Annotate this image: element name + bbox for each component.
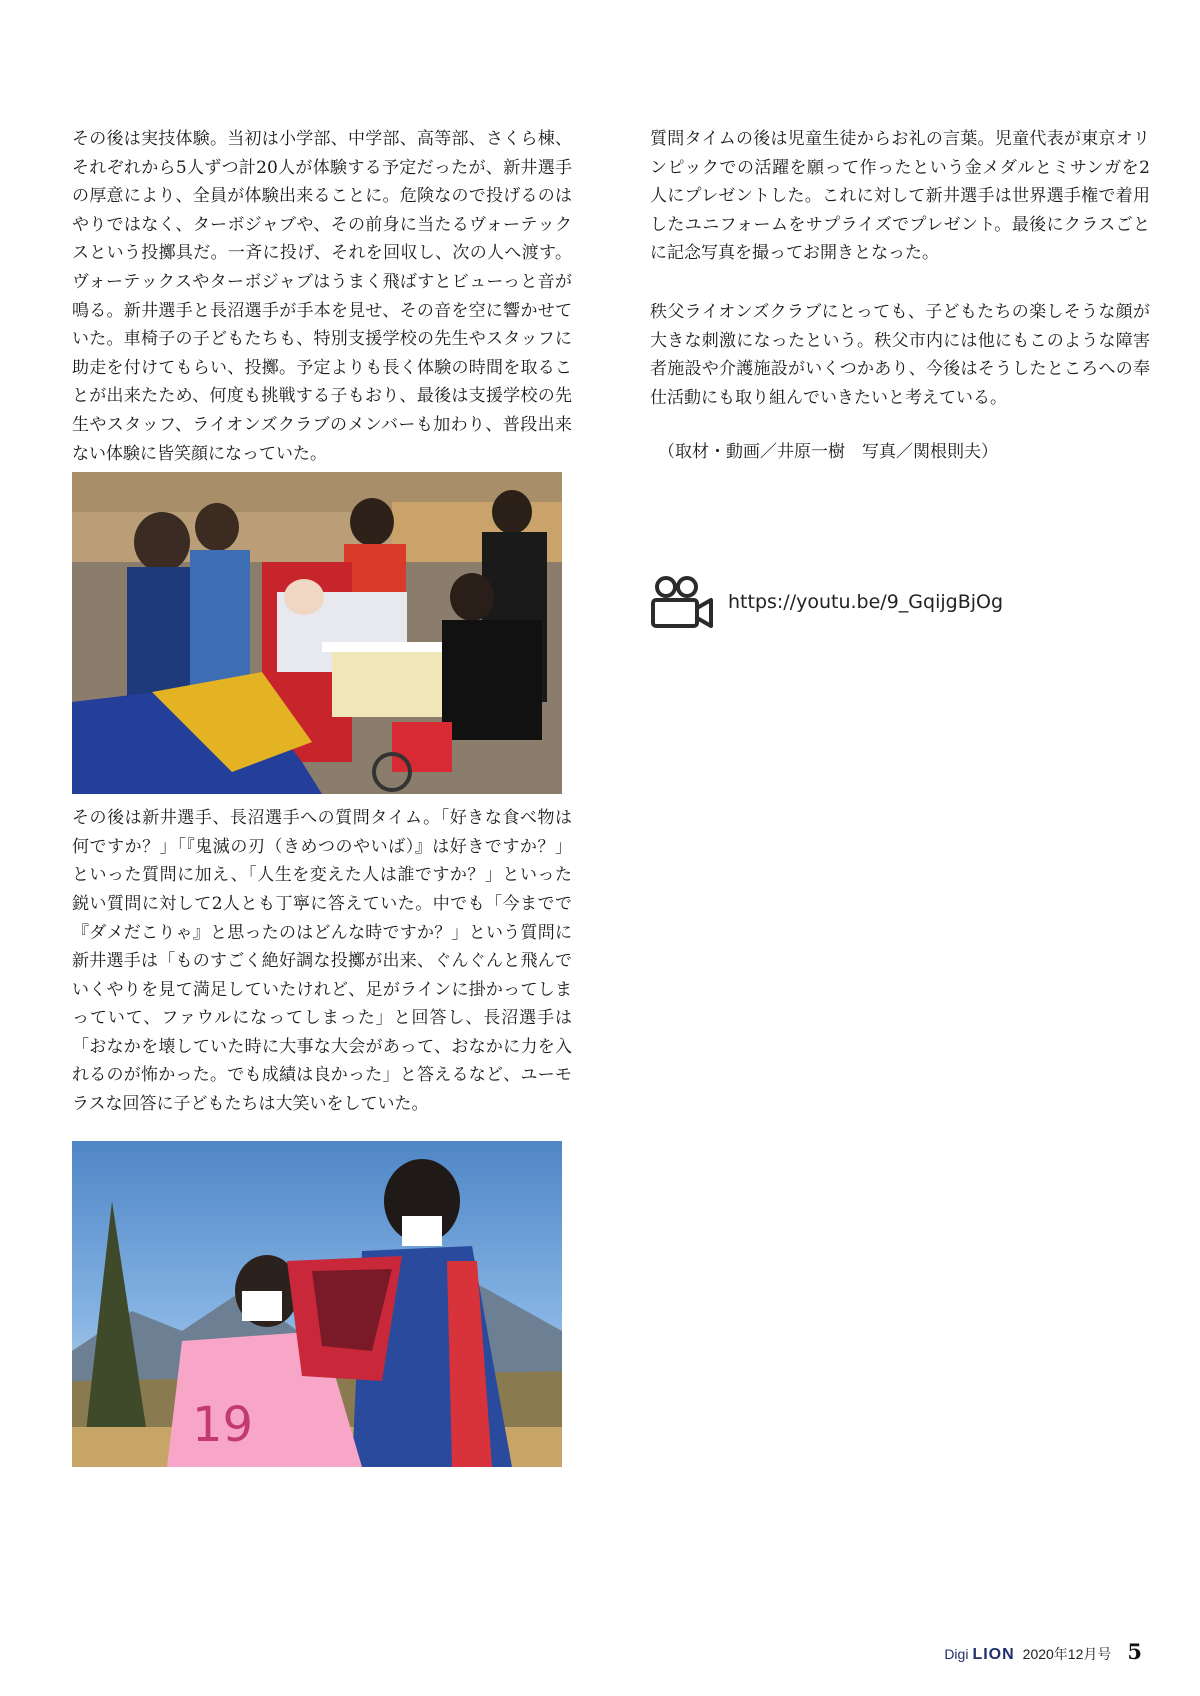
article-paragraph: 質問タイムの後は児童生徒からお礼の言葉。児童代表が東京オリンピックでの活躍を願って作ったという金メダルとミサンガを2人にプレゼントした。これに対して新井選手は世界選手権で着用したユニフォームをサプライズでプレゼント。最後にクラスごとに記念写真を撮ってお開きとなった。 (650, 129, 1150, 264)
svg-text:19: 19 (192, 1396, 254, 1453)
right-column (650, 125, 1150, 466)
article-paragraph: その後は新井選手、長沼選手への質問タイム。「好きな食べ物は何ですか？」「『鬼滅の刃（きめつのやいば）』は好きですか？」といった質問に加え、「人生を変えた人は誰ですか？」といった鋭い質問に対して2人とも丁寧に答えていた。中でも「今までで『ダメだこりゃ』と思ったのはどんな時ですか？」という質問に新井選手は「ものすごく絶好調な投擲が出来、ぐんぐんと飛んでいくやりを見て満足していたけれど、足がラインに掛かってしまっていて、ファウルになってしまった」と回答し、長沼選手は「おなかを壊していた時に大事な大会があって、おなかに力を入れるのが怖かった。でも成績は良かった」と答えるなど、ユーモラスな回答に子どもたちは大笑いをしていた。 (72, 808, 572, 1115)
photo-credit: （取材・動画／井原一樹 写真／関根則夫） (658, 442, 998, 463)
paragraph-spacer (650, 268, 1150, 298)
video-camera-icon (650, 574, 714, 630)
footer-digi: Digi (944, 1646, 969, 1662)
footer-brand: LION (972, 1646, 1015, 1663)
article-paragraph: 秩父ライオンズクラブにとっても、子どもたちの楽しそうな顔が大きな刺激になったという。秩父市内には他にもこのような障害者施設や介護施設がいくつかあり、今後はそうしたところへの奉仕活動にも取り組んでいきたいと考えている。 (650, 301, 1150, 408)
footer-issue: 2020年12月号 (1022, 1646, 1112, 1662)
page-footer (944, 1639, 1142, 1664)
photo-uniform-gift (72, 1141, 562, 1467)
left-column (72, 125, 572, 1467)
youtube-link[interactable]: https://youtu.be/9_GqijgBjOg (728, 591, 1004, 613)
video-link-row (650, 574, 1003, 630)
article-paragraph: その後は実技体験。当初は小学部、中学部、高等部、さくら棟、それぞれから5人ずつ計20人が体験する予定だったが、新井選手の厚意により、全員が体験出来ることに。危険なので投げるのはやりではなく、ターボジャブや、その前身に当たるヴォーテックスという投擲具だ。一斉に投げ、それを回収し、次の人へ渡す。ヴォーテックスやターボジャブはうまく飛ばすとビューっと音が鳴る。新井選手と長沼選手が手本を見せ、その音を空に響かせていた。車椅子の子どもたちも、特別支援学校の先生やスタッフに助走を付けてもらい、投擲。予定よりも長く体験の時間を取ることが出来たため、何度も挑戦する子もおり、最後は支援学校の先生やスタッフ、ライオンズクラブのメンバーも加わり、普段出来ない体験に皆笑顔になっていた。 (72, 129, 572, 464)
photo-throwing-experience (72, 472, 562, 794)
page-number: 5 (1127, 1639, 1142, 1664)
